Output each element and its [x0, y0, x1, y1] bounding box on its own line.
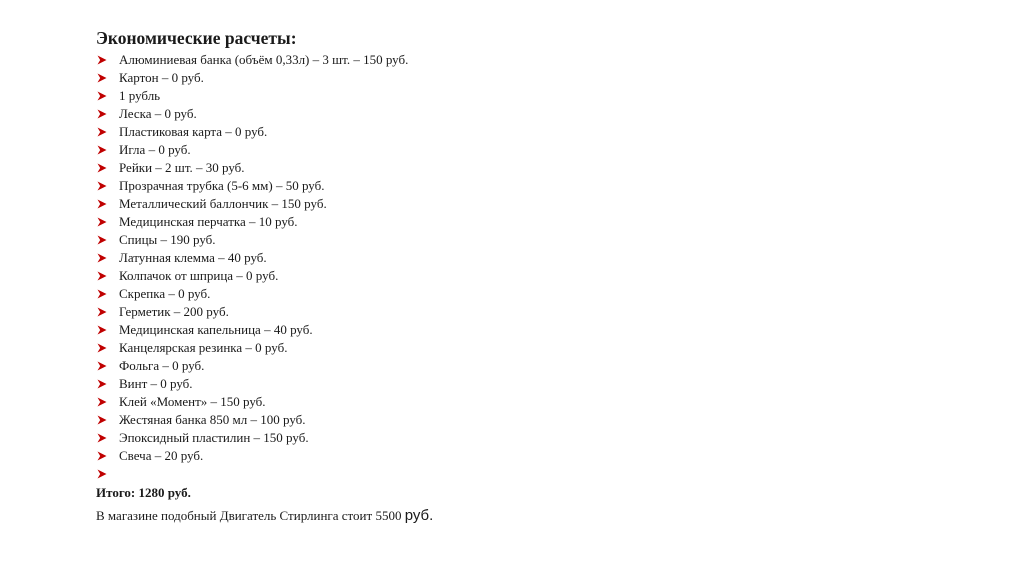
- list-item-label: Фольга – 0 руб.: [119, 358, 205, 373]
- arrowhead-bullet-icon: [97, 271, 107, 281]
- list-item: [96, 231, 976, 249]
- list-item: [96, 249, 976, 267]
- arrowhead-bullet-icon: [97, 289, 107, 299]
- arrowhead-bullet-icon: [97, 163, 107, 173]
- list-item-label: 1 рубль: [119, 88, 161, 103]
- list-item-label: Эпоксидный пластилин – 150 руб.: [119, 430, 309, 445]
- list-item: [96, 141, 976, 159]
- list-item-label: Колпачок от шприца – 0 руб.: [119, 268, 279, 283]
- list-item-label: Клей «Момент» – 150 руб.: [119, 394, 266, 409]
- list-item-label: Игла – 0 руб.: [119, 142, 191, 157]
- list-item-label: Латунная клемма – 40 руб.: [119, 250, 267, 265]
- list-item: [96, 69, 976, 87]
- arrowhead-bullet-icon: [97, 325, 107, 335]
- slide-title: Экономические расчеты:: [96, 28, 297, 48]
- list-item: [96, 339, 976, 357]
- list-item: [96, 51, 976, 69]
- list-item-label: Алюминиевая банка (объём 0,33л) – 3 шт. – 150 руб.: [119, 52, 409, 67]
- arrowhead-bullet-icon: [97, 127, 107, 137]
- arrowhead-bullet-icon: [97, 73, 107, 83]
- store-price-unit: руб.: [404, 507, 434, 524]
- list-item: [96, 357, 976, 375]
- list-item: [96, 177, 976, 195]
- store-price-note: [96, 506, 976, 526]
- list-item: [96, 87, 976, 105]
- list-item-label: Медицинская перчатка – 10 руб.: [119, 214, 298, 229]
- arrowhead-bullet-icon: [97, 451, 107, 461]
- total-cost: Итого: 1280 руб.: [96, 485, 191, 500]
- list-item: [96, 321, 976, 339]
- arrowhead-bullet-icon: [97, 397, 107, 407]
- list-item-label: Рейки – 2 шт. – 30 руб.: [119, 160, 245, 175]
- list-item-label: Пластиковая карта – 0 руб.: [119, 124, 268, 139]
- list-item: [96, 303, 976, 321]
- list-item-label: Прозрачная трубка (5-6 мм) – 50 руб.: [119, 178, 325, 193]
- arrowhead-bullet-icon: [97, 235, 107, 245]
- arrowhead-bullet-icon: [97, 361, 107, 371]
- list-item: [96, 213, 976, 231]
- arrowhead-bullet-icon: [97, 343, 107, 353]
- arrowhead-bullet-icon: [97, 217, 107, 227]
- list-item-label: Канцелярская резинка – 0 руб.: [119, 340, 288, 355]
- slide-content: [96, 25, 976, 526]
- list-item-label: Жестяная банка 850 мл – 100 руб.: [119, 412, 306, 427]
- list-item-label: Герметик – 200 руб.: [119, 304, 229, 319]
- list-item-label: Скрепка – 0 руб.: [119, 286, 211, 301]
- arrowhead-bullet-icon: [97, 55, 107, 65]
- arrowhead-bullet-icon: [97, 91, 107, 101]
- arrowhead-bullet-icon: [97, 109, 107, 119]
- list-item: [96, 411, 976, 429]
- cost-list: [96, 51, 976, 483]
- list-item: [96, 429, 976, 447]
- list-item-label: Винт – 0 руб.: [119, 376, 193, 391]
- arrowhead-bullet-icon: [97, 253, 107, 263]
- list-item: [96, 465, 976, 483]
- list-item-label: Леска – 0 руб.: [119, 106, 197, 121]
- list-item: [96, 195, 976, 213]
- list-item: [96, 393, 976, 411]
- arrowhead-bullet-icon: [97, 199, 107, 209]
- arrowhead-bullet-icon: [97, 181, 107, 191]
- list-item-label: Медицинская капельница – 40 руб.: [119, 322, 313, 337]
- list-item: [96, 447, 976, 465]
- list-item: [96, 267, 976, 285]
- arrowhead-bullet-icon: [97, 433, 107, 443]
- list-item: [96, 123, 976, 141]
- arrowhead-bullet-icon: [97, 469, 107, 479]
- list-item-label: Свеча – 20 руб.: [119, 448, 204, 463]
- arrowhead-bullet-icon: [97, 307, 107, 317]
- arrowhead-bullet-icon: [97, 379, 107, 389]
- list-item: [96, 285, 976, 303]
- list-item-label: Спицы – 190 руб.: [119, 232, 216, 247]
- list-item-label: Металлический баллончик – 150 руб.: [119, 196, 327, 211]
- list-item: [96, 375, 976, 393]
- store-price-text: В магазине подобный Двигатель Стирлинга стоит 5500: [96, 508, 405, 523]
- list-item-label: Картон – 0 руб.: [119, 70, 204, 85]
- arrowhead-bullet-icon: [97, 145, 107, 155]
- list-item: [96, 159, 976, 177]
- arrowhead-bullet-icon: [97, 415, 107, 425]
- list-item: [96, 105, 976, 123]
